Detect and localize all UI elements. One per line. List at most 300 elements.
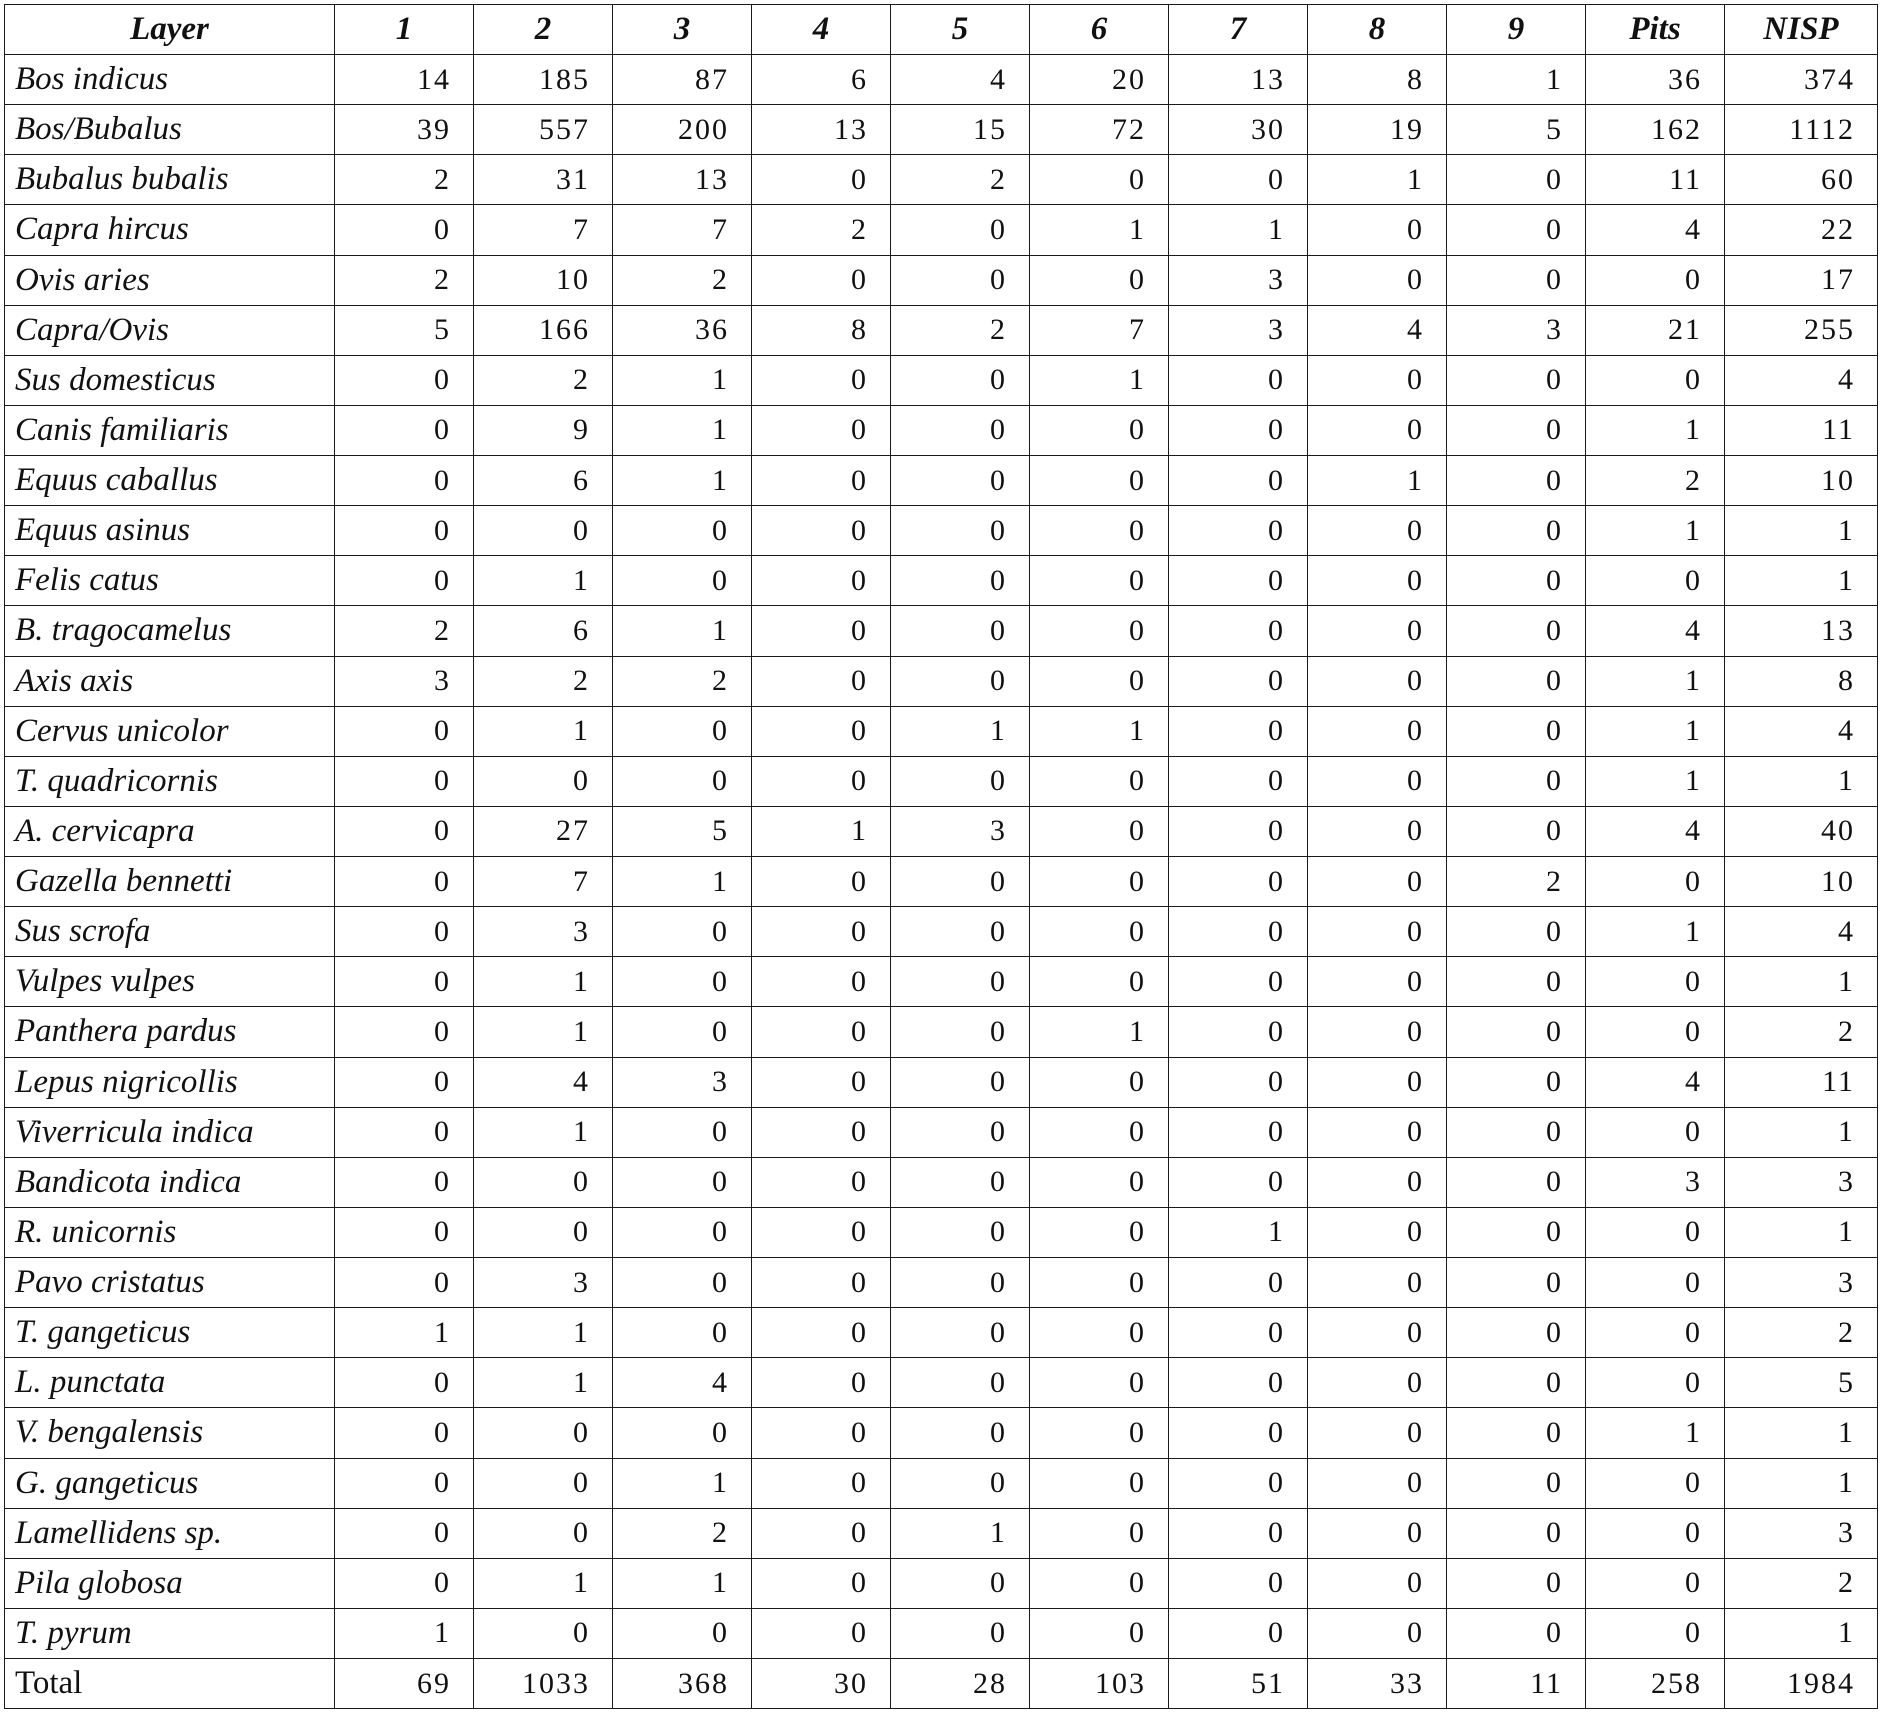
count-cell: 1: [613, 405, 752, 455]
count-cell: 9: [474, 405, 613, 455]
count-cell: 0: [1586, 1358, 1725, 1408]
count-cell: 27: [474, 806, 613, 856]
count-cell: 0: [891, 1458, 1030, 1508]
count-cell: 1: [613, 606, 752, 656]
count-cell: 0: [1169, 656, 1308, 706]
count-cell: 0: [891, 1007, 1030, 1057]
count-cell: 1: [613, 456, 752, 506]
count-cell: 0: [1169, 907, 1308, 957]
count-cell: 11: [1725, 405, 1878, 455]
count-cell: 2: [613, 656, 752, 706]
species-name: Ovis aries: [5, 255, 335, 305]
count-cell: 0: [1030, 1558, 1169, 1608]
count-cell: 0: [891, 1608, 1030, 1658]
count-cell: 7: [474, 857, 613, 907]
count-cell: 8: [752, 305, 891, 355]
count-cell: 6: [474, 456, 613, 506]
count-cell: 0: [752, 506, 891, 556]
count-cell: 0: [752, 1007, 891, 1057]
count-cell: 13: [613, 155, 752, 205]
table-row: [5, 1107, 1878, 1157]
count-cell: 0: [1586, 957, 1725, 1007]
count-cell: 1: [1169, 205, 1308, 255]
count-cell: 2: [891, 155, 1030, 205]
total-row: [5, 1659, 1878, 1709]
count-cell: 0: [1586, 355, 1725, 405]
count-cell: 0: [1308, 857, 1447, 907]
count-cell: 0: [752, 405, 891, 455]
count-cell: 4: [1586, 205, 1725, 255]
count-cell: 0: [335, 1258, 474, 1308]
count-cell: 0: [1308, 1057, 1447, 1107]
count-cell: 0: [335, 857, 474, 907]
count-cell: 1: [1725, 1458, 1878, 1508]
count-cell: 20: [1030, 55, 1169, 105]
count-cell: 0: [335, 1458, 474, 1508]
count-cell: 0: [1169, 706, 1308, 756]
count-cell: 0: [613, 706, 752, 756]
count-cell: 0: [335, 355, 474, 405]
count-cell: 0: [1308, 1558, 1447, 1608]
count-cell: 255: [1725, 305, 1878, 355]
count-cell: 0: [1030, 806, 1169, 856]
count-cell: 0: [752, 706, 891, 756]
species-name: Sus domesticus: [5, 355, 335, 405]
table-row: [5, 55, 1878, 105]
count-cell: 1: [613, 1458, 752, 1508]
table-row: [5, 957, 1878, 1007]
count-cell: 0: [613, 1408, 752, 1458]
count-cell: 0: [1308, 806, 1447, 856]
species-name: Lepus nigricollis: [5, 1057, 335, 1107]
count-cell: 0: [335, 957, 474, 1007]
count-cell: 0: [474, 1458, 613, 1508]
count-cell: 0: [1308, 506, 1447, 556]
count-cell: 0: [1169, 857, 1308, 907]
count-cell: 4: [474, 1057, 613, 1107]
column-header: 9: [1447, 5, 1586, 55]
table-row: [5, 205, 1878, 255]
count-cell: 3: [1586, 1157, 1725, 1207]
count-cell: 0: [1030, 1358, 1169, 1408]
count-cell: 0: [891, 205, 1030, 255]
count-cell: 0: [1447, 806, 1586, 856]
count-cell: 0: [1447, 706, 1586, 756]
count-cell: 10: [1725, 456, 1878, 506]
total-cell: 258: [1586, 1659, 1725, 1709]
count-cell: 0: [474, 1157, 613, 1207]
count-cell: 3: [613, 1057, 752, 1107]
count-cell: 3: [1169, 255, 1308, 305]
count-cell: 0: [1169, 806, 1308, 856]
count-cell: 0: [1447, 1608, 1586, 1658]
count-cell: 2: [1725, 1308, 1878, 1358]
count-cell: 3: [1725, 1508, 1878, 1558]
count-cell: 0: [1169, 1508, 1308, 1558]
count-cell: 0: [335, 556, 474, 606]
count-cell: 1: [1725, 1608, 1878, 1658]
count-cell: 1: [335, 1608, 474, 1658]
count-cell: 0: [891, 255, 1030, 305]
count-cell: 0: [1447, 1358, 1586, 1408]
table-row: [5, 255, 1878, 305]
count-cell: 4: [1586, 606, 1725, 656]
count-cell: 0: [335, 1157, 474, 1207]
count-cell: 3: [891, 806, 1030, 856]
column-header: 3: [613, 5, 752, 55]
count-cell: 0: [1308, 1107, 1447, 1157]
count-cell: 0: [1308, 1458, 1447, 1508]
count-cell: 4: [1586, 1057, 1725, 1107]
count-cell: 0: [891, 355, 1030, 405]
count-cell: 4: [1725, 706, 1878, 756]
count-cell: 0: [613, 556, 752, 606]
table-row: [5, 155, 1878, 205]
count-cell: 4: [1308, 305, 1447, 355]
count-cell: 0: [1169, 506, 1308, 556]
count-cell: 0: [752, 1558, 891, 1608]
column-header: 6: [1030, 5, 1169, 55]
count-cell: 0: [613, 957, 752, 1007]
count-cell: 1: [1586, 506, 1725, 556]
count-cell: 3: [335, 656, 474, 706]
total-cell: 103: [1030, 1659, 1169, 1709]
count-cell: 0: [752, 1458, 891, 1508]
count-cell: 0: [1586, 1107, 1725, 1157]
count-cell: 0: [1030, 756, 1169, 806]
count-cell: 0: [1447, 1057, 1586, 1107]
table-row: [5, 105, 1878, 155]
count-cell: 0: [613, 1207, 752, 1257]
species-name: V. bengalensis: [5, 1408, 335, 1458]
count-cell: 3: [474, 1258, 613, 1308]
table-row: [5, 355, 1878, 405]
count-cell: 166: [474, 305, 613, 355]
count-cell: 0: [1030, 1458, 1169, 1508]
count-cell: 0: [752, 1508, 891, 1558]
count-cell: 11: [1586, 155, 1725, 205]
count-cell: 7: [1030, 305, 1169, 355]
species-name: A. cervicapra: [5, 806, 335, 856]
count-cell: 1: [1586, 756, 1725, 806]
count-cell: 0: [335, 1057, 474, 1107]
count-cell: 1: [1725, 756, 1878, 806]
count-cell: 2: [613, 255, 752, 305]
count-cell: 0: [1169, 1608, 1308, 1658]
species-name: Bos indicus: [5, 55, 335, 105]
table-row: [5, 305, 1878, 355]
column-header: 8: [1308, 5, 1447, 55]
count-cell: 0: [613, 756, 752, 806]
count-cell: 0: [1586, 1207, 1725, 1257]
count-cell: 0: [891, 556, 1030, 606]
count-cell: 0: [1030, 1107, 1169, 1157]
count-cell: 1: [1308, 456, 1447, 506]
count-cell: 0: [1030, 255, 1169, 305]
count-cell: 2: [1725, 1558, 1878, 1608]
count-cell: 0: [335, 1207, 474, 1257]
count-cell: 3: [1725, 1258, 1878, 1308]
count-cell: 0: [752, 957, 891, 1007]
count-cell: 0: [752, 456, 891, 506]
species-name: Capra/Ovis: [5, 305, 335, 355]
count-cell: 0: [474, 1508, 613, 1558]
count-cell: 0: [1030, 1408, 1169, 1458]
count-cell: 5: [613, 806, 752, 856]
count-cell: 0: [474, 506, 613, 556]
count-cell: 0: [1308, 1308, 1447, 1358]
count-cell: 87: [613, 55, 752, 105]
table-row: [5, 806, 1878, 856]
count-cell: 0: [1308, 706, 1447, 756]
table-row: [5, 756, 1878, 806]
count-cell: 0: [1308, 1258, 1447, 1308]
total-cell: 1984: [1725, 1659, 1878, 1709]
count-cell: 0: [1308, 957, 1447, 1007]
species-name: Viverricula indica: [5, 1107, 335, 1157]
count-cell: 0: [1308, 1207, 1447, 1257]
count-cell: 2: [613, 1508, 752, 1558]
count-cell: 0: [613, 1608, 752, 1658]
table-row: [5, 506, 1878, 556]
species-name: Pavo cristatus: [5, 1258, 335, 1308]
count-cell: 0: [891, 857, 1030, 907]
count-cell: 0: [1447, 506, 1586, 556]
count-cell: 0: [1308, 405, 1447, 455]
table-row: [5, 456, 1878, 506]
count-cell: 4: [1725, 355, 1878, 405]
total-cell: 30: [752, 1659, 891, 1709]
count-cell: 1: [1586, 1408, 1725, 1458]
count-cell: 0: [1447, 205, 1586, 255]
table-row: [5, 857, 1878, 907]
count-cell: 0: [1169, 756, 1308, 806]
table-row: [5, 1608, 1878, 1658]
nisp-table: [4, 4, 1878, 1709]
count-cell: 4: [891, 55, 1030, 105]
count-cell: 31: [474, 155, 613, 205]
table-row: [5, 606, 1878, 656]
table-row: [5, 1358, 1878, 1408]
table-row: [5, 1308, 1878, 1358]
count-cell: 0: [891, 907, 1030, 957]
count-cell: 0: [891, 1107, 1030, 1157]
table-row: [5, 1157, 1878, 1207]
count-cell: 30: [1169, 105, 1308, 155]
count-cell: 2: [474, 656, 613, 706]
count-cell: 5: [1447, 105, 1586, 155]
count-cell: 0: [1169, 155, 1308, 205]
count-cell: 1: [1586, 706, 1725, 756]
count-cell: 0: [1308, 255, 1447, 305]
count-cell: 0: [1169, 405, 1308, 455]
count-cell: 1: [1725, 1408, 1878, 1458]
count-cell: 1: [752, 806, 891, 856]
table-row: [5, 1207, 1878, 1257]
count-cell: 1: [1725, 957, 1878, 1007]
count-cell: 1: [474, 556, 613, 606]
count-cell: 0: [891, 1057, 1030, 1107]
count-cell: 0: [1030, 506, 1169, 556]
count-cell: 0: [752, 1408, 891, 1458]
count-cell: 0: [1586, 556, 1725, 606]
count-cell: 1: [1030, 205, 1169, 255]
count-cell: 13: [1169, 55, 1308, 105]
count-cell: 0: [1169, 606, 1308, 656]
species-name: T. gangeticus: [5, 1308, 335, 1358]
count-cell: 1: [474, 1358, 613, 1408]
count-cell: 4: [1586, 806, 1725, 856]
count-cell: 0: [613, 907, 752, 957]
count-cell: 0: [891, 1558, 1030, 1608]
count-cell: 4: [613, 1358, 752, 1408]
count-cell: 0: [1447, 556, 1586, 606]
count-cell: 1: [1030, 1007, 1169, 1057]
count-cell: 0: [752, 756, 891, 806]
column-header: NISP: [1725, 5, 1878, 55]
count-cell: 0: [1447, 1458, 1586, 1508]
count-cell: 0: [1169, 456, 1308, 506]
count-cell: 0: [1030, 1308, 1169, 1358]
table-row: [5, 1007, 1878, 1057]
count-cell: 0: [1308, 1608, 1447, 1658]
count-cell: 1: [1725, 1107, 1878, 1157]
count-cell: 1: [891, 706, 1030, 756]
species-name: Bos/Bubalus: [5, 105, 335, 155]
count-cell: 0: [1030, 1508, 1169, 1558]
count-cell: 0: [1030, 556, 1169, 606]
count-cell: 5: [1725, 1358, 1878, 1408]
count-cell: 0: [1586, 857, 1725, 907]
count-cell: 0: [335, 1358, 474, 1408]
count-cell: 557: [474, 105, 613, 155]
count-cell: 13: [752, 105, 891, 155]
count-cell: 36: [613, 305, 752, 355]
count-cell: 3: [1447, 305, 1586, 355]
table-row: [5, 405, 1878, 455]
count-cell: 2: [752, 205, 891, 255]
count-cell: 0: [1586, 255, 1725, 305]
count-cell: 0: [1169, 1308, 1308, 1358]
total-cell: 33: [1308, 1659, 1447, 1709]
count-cell: 0: [891, 506, 1030, 556]
count-cell: 0: [752, 1207, 891, 1257]
count-cell: 2: [474, 355, 613, 405]
count-cell: 0: [1586, 1608, 1725, 1658]
count-cell: 0: [891, 756, 1030, 806]
count-cell: 0: [1030, 1207, 1169, 1257]
table-row: [5, 1057, 1878, 1107]
species-name: L. punctata: [5, 1358, 335, 1408]
count-cell: 36: [1586, 55, 1725, 105]
count-cell: 0: [1308, 606, 1447, 656]
count-cell: 0: [613, 1107, 752, 1157]
count-cell: 0: [613, 506, 752, 556]
count-cell: 0: [752, 1107, 891, 1157]
count-cell: 0: [891, 1308, 1030, 1358]
table-row: [5, 556, 1878, 606]
column-header: 2: [474, 5, 613, 55]
species-name: Lamellidens sp.: [5, 1508, 335, 1558]
count-cell: 0: [1586, 1458, 1725, 1508]
count-cell: 0: [752, 1057, 891, 1107]
count-cell: 0: [1030, 656, 1169, 706]
count-cell: 0: [1447, 255, 1586, 305]
count-cell: 0: [1030, 957, 1169, 1007]
count-cell: 3: [1725, 1157, 1878, 1207]
count-cell: 7: [474, 205, 613, 255]
count-cell: 0: [1169, 1107, 1308, 1157]
count-cell: 0: [752, 656, 891, 706]
count-cell: 0: [1030, 857, 1169, 907]
count-cell: 1: [613, 857, 752, 907]
count-cell: 0: [474, 756, 613, 806]
count-cell: 0: [1030, 1258, 1169, 1308]
count-cell: 0: [335, 1558, 474, 1608]
count-cell: 10: [474, 255, 613, 305]
species-name: Panthera pardus: [5, 1007, 335, 1057]
count-cell: 0: [613, 1007, 752, 1057]
count-cell: 0: [1447, 1258, 1586, 1308]
count-cell: 3: [474, 907, 613, 957]
count-cell: 0: [1169, 1458, 1308, 1508]
count-cell: 0: [1169, 355, 1308, 405]
count-cell: 0: [335, 907, 474, 957]
count-cell: 6: [474, 606, 613, 656]
count-cell: 8: [1308, 55, 1447, 105]
count-cell: 0: [335, 1007, 474, 1057]
count-cell: 0: [1169, 1258, 1308, 1308]
count-cell: 0: [891, 1408, 1030, 1458]
table-row: [5, 907, 1878, 957]
count-cell: 10: [1725, 857, 1878, 907]
count-cell: 0: [752, 1358, 891, 1408]
count-cell: 0: [1030, 1608, 1169, 1658]
count-cell: 0: [891, 456, 1030, 506]
count-cell: 72: [1030, 105, 1169, 155]
count-cell: 2: [1586, 456, 1725, 506]
count-cell: 0: [752, 606, 891, 656]
count-cell: 60: [1725, 155, 1878, 205]
count-cell: 0: [1447, 456, 1586, 506]
count-cell: 2: [335, 606, 474, 656]
count-cell: 374: [1725, 55, 1878, 105]
table-row: [5, 1408, 1878, 1458]
count-cell: 4: [1725, 907, 1878, 957]
count-cell: 0: [335, 506, 474, 556]
count-cell: 6: [752, 55, 891, 105]
species-name: Sus scrofa: [5, 907, 335, 957]
total-cell: 69: [335, 1659, 474, 1709]
count-cell: 0: [752, 1258, 891, 1308]
count-cell: 0: [752, 355, 891, 405]
count-cell: 2: [1447, 857, 1586, 907]
count-cell: 0: [1447, 957, 1586, 1007]
total-cell: 11: [1447, 1659, 1586, 1709]
count-cell: 0: [1030, 1157, 1169, 1207]
count-cell: 1: [1030, 355, 1169, 405]
column-header-layer: Layer: [5, 5, 335, 55]
count-cell: 0: [891, 1157, 1030, 1207]
count-cell: 0: [752, 1308, 891, 1358]
count-cell: 0: [1169, 1558, 1308, 1608]
count-cell: 0: [613, 1258, 752, 1308]
total-cell: 28: [891, 1659, 1030, 1709]
column-header: Pits: [1586, 5, 1725, 55]
count-cell: 0: [1447, 1007, 1586, 1057]
count-cell: 0: [1447, 1408, 1586, 1458]
count-cell: 1: [1725, 506, 1878, 556]
